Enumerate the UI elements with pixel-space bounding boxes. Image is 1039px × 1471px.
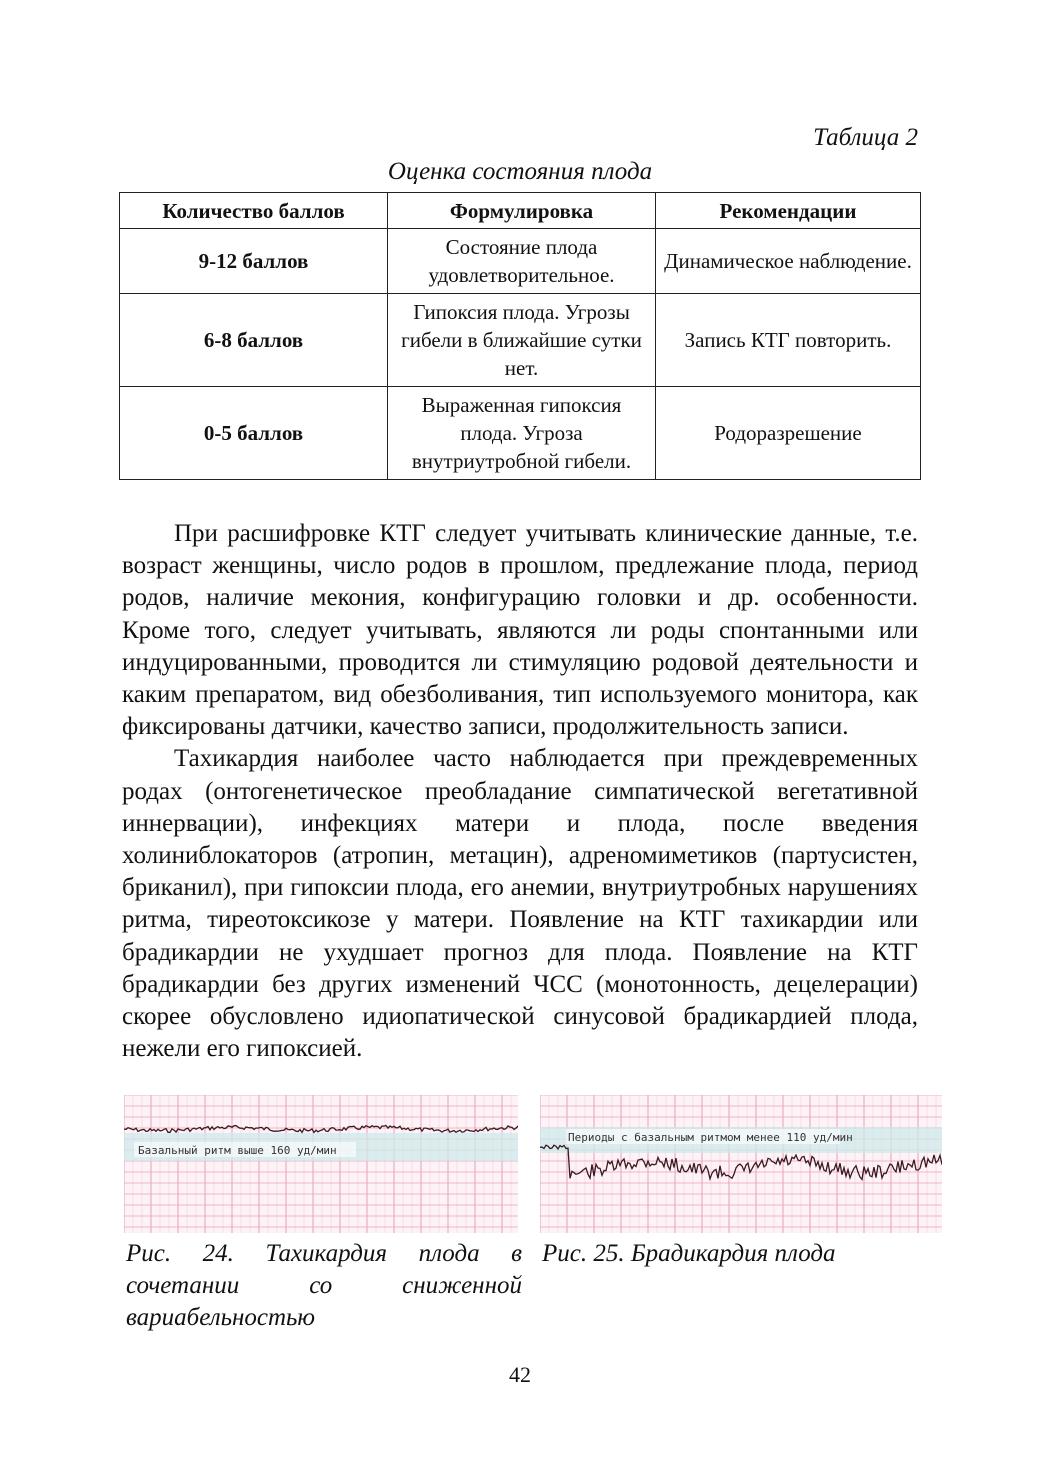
ctg-tachycardia-figure — [124, 1095, 518, 1233]
ctg-strip-image — [540, 1095, 942, 1233]
cell-score: 6-8 баллов — [120, 294, 388, 387]
table-row — [120, 294, 921, 387]
figure-caption-24: Рис. 24. Тахикардия плода в сочетании со сниженной вариабельностью — [126, 1240, 522, 1331]
paragraph: При расшифровке КТГ следует учитывать клинические данные, т.е. возраст женщины, число родов в прошлом, предлежание плода, период родов, наличие мекония, конфигурацию головки и др. особенности. Кроме того, следует учитывать, являются ли роды спонтанными или индуцированными, проводится ли стимуляцию родовой деятельности и каким препаратом, вид обезболивания, тип используемого монитора, как фиксированы датчики, качество записи, продолжительность записи. — [122, 520, 918, 741]
fetal-assessment-table — [119, 192, 921, 480]
table-row — [120, 229, 921, 294]
cell-recommendation: Динамическое наблюдение. — [656, 229, 921, 294]
cell-score: 9-12 баллов — [120, 229, 388, 294]
table-number: Таблица 2 — [813, 124, 918, 151]
table-caption: Оценка состояния плода — [387, 158, 653, 185]
cell-formulation: Состояние плода удовлетворительное. — [388, 229, 656, 294]
ctg-annotation: Базальный ритм выше 160 уд/мин — [138, 1144, 337, 1157]
cell-formulation: Выраженная гипоксия плода. Угроза внутриутробной гибели. — [388, 387, 656, 480]
cell-recommendation: Родоразрешение — [656, 387, 921, 480]
paragraph: Тахикардия наиболее часто наблюдается при преждевременных родах (онтогенетическое преобладание симпатической вегетативной иннервации), инфекциях матери и плода, после введения холиниблокаторов (атропин, метацин), адреномиметиков (партусистен, бриканил), при гипоксии плода, его анемии, внутриутробных нарушениях ритма, тиреотоксикозе у матери. Появление на КТГ тахикардии или брадикардии не ухудшает прогноз для плода. Появление на КТГ брадикардии без других изменений ЧСС (монотонность, децелерации) скорее обусловлено идиопатической синусовой брадикардией плода, нежели его гипоксией. — [122, 745, 918, 1063]
body-text — [122, 518, 918, 1065]
ctg-strip-image — [124, 1095, 518, 1233]
cell-score: 0-5 баллов — [120, 387, 388, 480]
ctg-annotation: Периоды с базальным ритмом менее 110 уд/мин — [568, 1131, 853, 1144]
header-recommendations: Рекомендации — [656, 193, 921, 229]
cell-recommendation: Запись КТГ повторить. — [656, 294, 921, 387]
page-number: 42 — [509, 1362, 531, 1387]
header-formulation: Формулировка — [388, 193, 656, 229]
table-row — [120, 387, 921, 480]
ctg-bradycardia-figure — [540, 1095, 942, 1233]
cell-formulation: Гипоксия плода. Угрозы гибели в ближайшие сутки нет. — [388, 294, 656, 387]
figure-caption-25: Рис. 25. Брадикардия плода — [542, 1240, 836, 1267]
table-header-row — [120, 193, 921, 229]
header-score: Количество баллов — [120, 193, 388, 229]
